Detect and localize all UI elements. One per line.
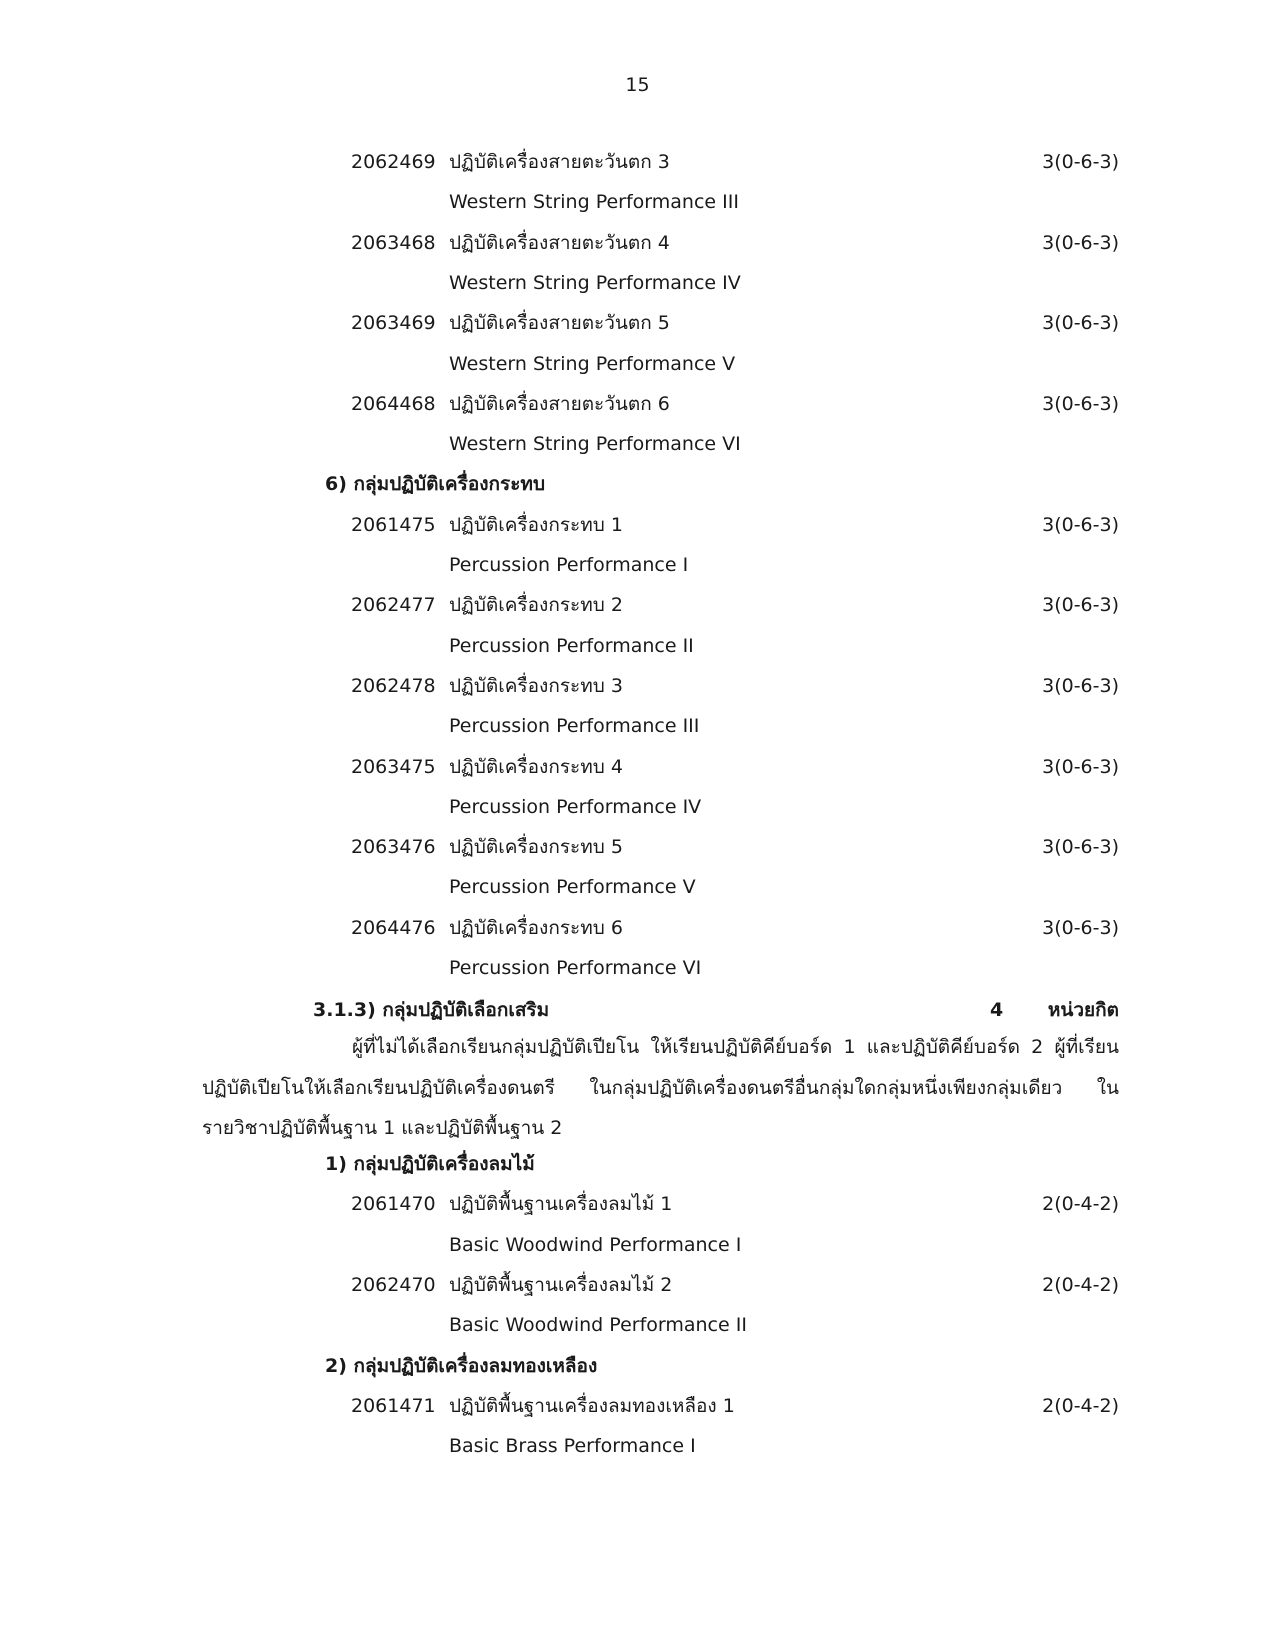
course-credits: 3(0-6-3) xyxy=(1042,392,1119,415)
course-credits: 3(0-6-3) xyxy=(1042,513,1119,536)
course-english-title: Percussion Performance VI xyxy=(449,957,702,979)
course-english-title: Basic Woodwind Performance II xyxy=(449,1314,747,1337)
course-credits: 3(0-6-3) xyxy=(1042,674,1119,697)
course-code: 2062469 xyxy=(351,151,436,173)
course-english-title: Basic Brass Performance I xyxy=(449,1435,696,1458)
course-code: 2061475 xyxy=(351,513,436,536)
course-credits: 2(0-4-2) xyxy=(1042,1193,1119,1216)
course-title: ปฏิบัติเครื่องกระทบ 3 xyxy=(449,674,623,697)
course-title: ปฏิบัติเครื่องสายตะวันตก 3 xyxy=(449,151,670,173)
course-code: 2061471 xyxy=(351,1394,436,1417)
course-code: 2063468 xyxy=(351,231,436,254)
course-credits: 3(0-6-3) xyxy=(1042,312,1119,335)
course-code: 2063475 xyxy=(351,755,436,778)
course-title: ปฏิบัติเครื่องกระทบ 1 xyxy=(449,513,623,536)
course-code: 2063476 xyxy=(351,836,436,859)
course-title: ปฏิบัติเครื่องสายตะวันตก 5 xyxy=(449,312,670,335)
group-heading: 1) กลุ่มปฏิบัติเครื่องลมไม้ xyxy=(325,1153,535,1175)
course-english-title: Western String Performance V xyxy=(449,352,736,375)
page-number: 15 xyxy=(625,74,650,96)
course-title: ปฏิบัติเครื่องสายตะวันตก 6 xyxy=(449,392,670,415)
group-heading: 6) กลุ่มปฏิบัติเครื่องกระทบ xyxy=(325,473,546,496)
course-english-title: Percussion Performance II xyxy=(449,634,694,657)
course-english-title: Western String Performance VI xyxy=(449,433,741,456)
course-credits: 2(0-4-2) xyxy=(1042,1273,1119,1296)
section-heading: 3.1.3) กลุ่มปฏิบัติเลือกเสริม xyxy=(313,999,550,1021)
group-heading: 2) กลุ่มปฏิบัติเครื่องลมทองเหลือง xyxy=(325,1354,598,1377)
section-units: 4 xyxy=(990,999,1004,1021)
course-english-title: Western String Performance III xyxy=(449,191,739,214)
course-title: ปฏิบัติเครื่องสายตะวันตก 4 xyxy=(449,231,670,254)
course-english-title: Western String Performance IV xyxy=(449,271,741,294)
course-title: ปฏิบัติพื้นฐานเครื่องลมไม้ 1 xyxy=(449,1193,673,1216)
course-code: 2061470 xyxy=(351,1193,436,1216)
course-credits: 3(0-6-3) xyxy=(1042,231,1119,254)
course-title: ปฏิบัติเครื่องกระทบ 6 xyxy=(449,916,623,939)
course-credits: 2(0-4-2) xyxy=(1042,1394,1119,1417)
course-code: 2063469 xyxy=(351,312,436,335)
course-credits: 3(0-6-3) xyxy=(1042,836,1119,859)
course-credits: 3(0-6-3) xyxy=(1042,755,1119,778)
section-paragraph: ผู้ที่ไม่ได้เลือกเรียนกลุ่มปฏิบัติเปียโน ให้เรียนปฏิบัติคีย์บอร์ด 1 และปฏิบัติคีย์บอร์ด 2 ผู้ที่เรียนปฏิบัติเปียโนให้เลือกเรียนปฏิบัติเครื่องดนตรี ในกลุ่มปฏิบัติเครื่องดนตรีอื่นกลุ่มใดกลุ่มหนึ่งเพียงกลุ่มเดียว ในรายวิชาปฏิบัติพื้นฐาน 1 และปฏิบัติพื้นฐาน 2 xyxy=(202,1036,1119,1139)
course-english-title: Percussion Performance V xyxy=(449,876,696,899)
course-english-title: Percussion Performance IV xyxy=(449,795,702,818)
course-title: ปฏิบัติเครื่องกระทบ 2 xyxy=(449,594,623,617)
course-english-title: Percussion Performance III xyxy=(449,715,700,738)
course-code: 2062478 xyxy=(351,674,436,697)
course-title: ปฏิบัติพื้นฐานเครื่องลมไม้ 2 xyxy=(449,1273,673,1296)
course-english-title: Basic Woodwind Performance I xyxy=(449,1233,742,1256)
course-title: ปฏิบัติเครื่องกระทบ 4 xyxy=(449,755,623,778)
course-code: 2062477 xyxy=(351,594,436,617)
course-code: 2062470 xyxy=(351,1273,436,1296)
course-credits: 3(0-6-3) xyxy=(1042,151,1119,173)
course-credits: 3(0-6-3) xyxy=(1042,594,1119,617)
course-title: ปฏิบัติเครื่องกระทบ 5 xyxy=(449,836,623,859)
course-code: 2064468 xyxy=(351,392,436,415)
course-english-title: Percussion Performance I xyxy=(449,554,689,576)
section-units-label: หน่วยกิต xyxy=(1047,999,1119,1021)
course-credits: 3(0-6-3) xyxy=(1042,916,1119,939)
course-code: 2064476 xyxy=(351,916,436,939)
course-title: ปฏิบัติพื้นฐานเครื่องลมทองเหลือง 1 xyxy=(449,1394,735,1417)
